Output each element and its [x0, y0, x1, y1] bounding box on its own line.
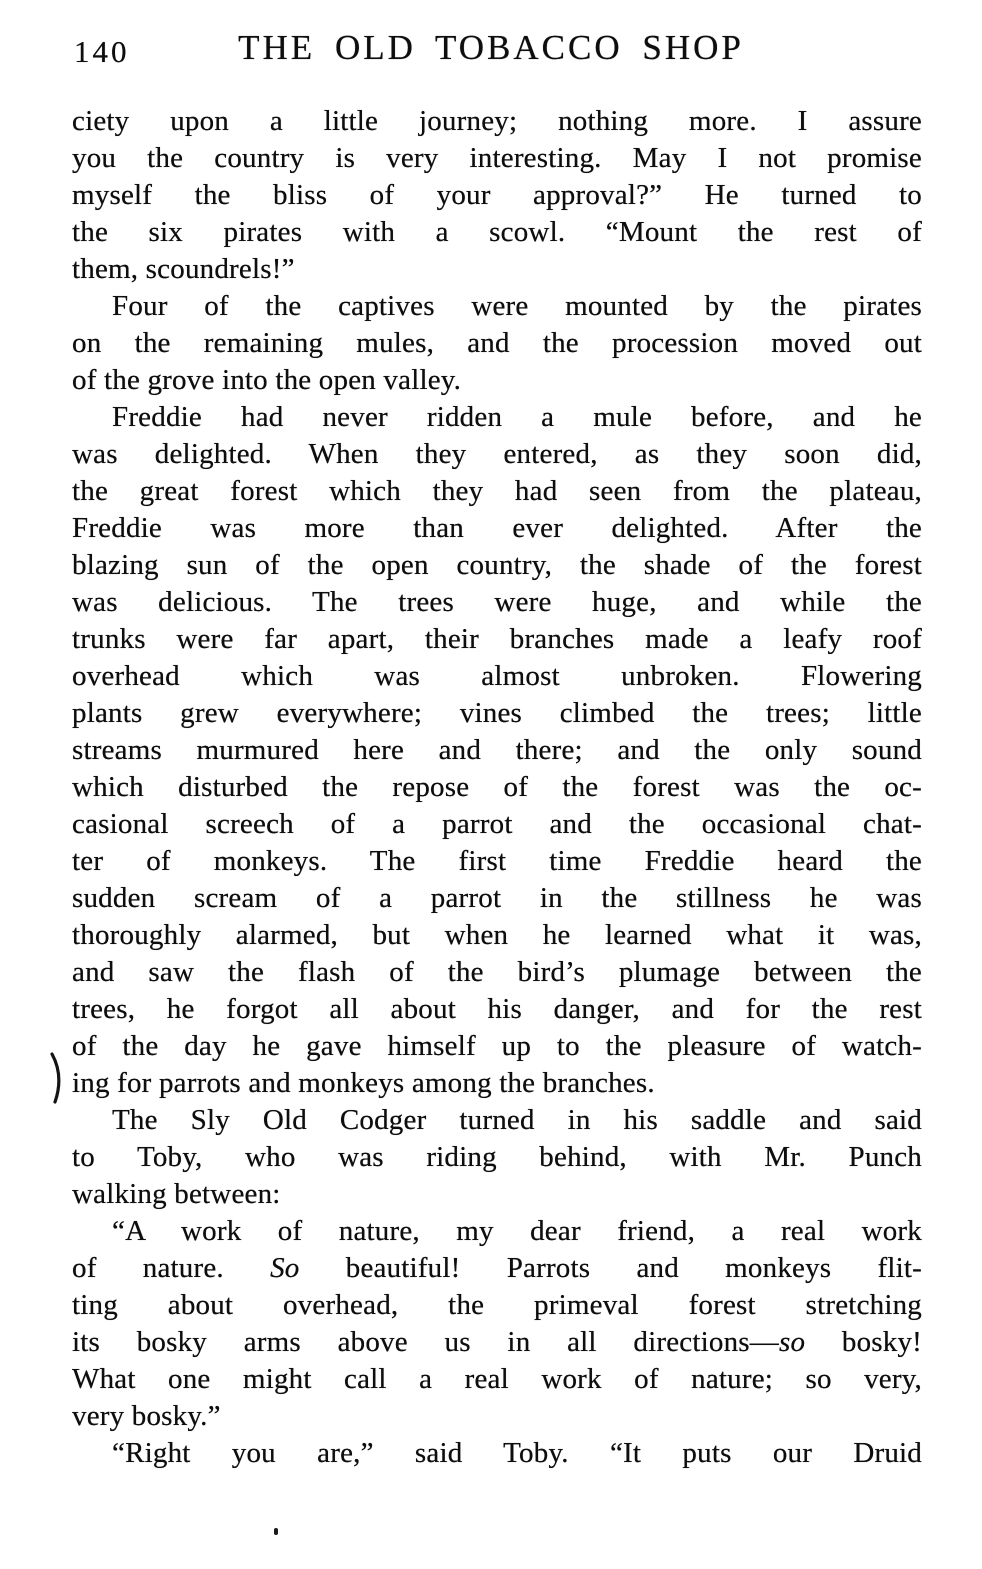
text-line: very bosky.” — [72, 1400, 221, 1432]
text-line: you the country is very interesting. May I not promise — [72, 142, 922, 174]
text-line: and saw the flash of the bird’s plumage between the — [72, 956, 922, 988]
text-line: trees, he forgot all about his danger, and for the rest — [72, 993, 922, 1025]
text-line: the great forest which they had seen from the plateau, — [72, 475, 922, 507]
text-line: plants grew everywhere; vines climbed the trees; little — [72, 697, 922, 729]
ink-speck — [274, 1528, 278, 1535]
text-line: overhead which was almost unbroken. Flowering — [72, 660, 922, 692]
text-line: was delicious. The trees were huge, and while the — [72, 586, 922, 618]
text-line: of the day he gave himself up to the pleasure of watch- — [72, 1030, 922, 1062]
page-number: 140 — [74, 34, 130, 69]
paragraph — [72, 1102, 922, 1213]
text-line: The Sly Old Codger turned in his saddle and said — [112, 1104, 922, 1136]
text-line: ter of monkeys. The first time Freddie heard the — [72, 845, 922, 877]
text-line: Freddie was more than ever delighted. After the — [72, 512, 922, 544]
text-line: “A work of nature, my dear friend, a real work — [112, 1215, 922, 1247]
text-line: Freddie had never ridden a mule before, and he — [112, 401, 922, 433]
text-line: to Toby, who was riding behind, with Mr. Punch — [72, 1141, 922, 1173]
paragraph — [72, 399, 922, 1102]
text-line: casional screech of a parrot and the occasional chat- — [72, 808, 922, 840]
paragraph — [72, 288, 922, 399]
text-line: was delighted. When they entered, as they soon did, — [72, 438, 922, 470]
running-title: THE OLD TOBACCO SHOP — [238, 28, 744, 67]
text-line: “Right you are,” said Toby. “It puts our Druid — [112, 1437, 922, 1469]
text-line: ciety upon a little journey; nothing more. I assure — [72, 105, 922, 137]
text-line: trunks were far apart, their branches made a leafy roof — [72, 623, 922, 655]
text-line: on the remaining mules, and the procession moved out — [72, 327, 922, 359]
text-line: them, scoundrels!” — [72, 253, 295, 285]
margin-stroke-mark — [48, 1052, 66, 1104]
text-line: the six pirates with a scowl. “Mount the rest of — [72, 216, 922, 248]
text-line: blazing sun of the open country, the shade of the forest — [72, 549, 922, 581]
text-line: sudden scream of a parrot in the stillness he was — [72, 882, 922, 914]
text-line: What one might call a real work of nature; so very, — [72, 1363, 922, 1395]
text-line: which disturbed the repose of the forest was the oc- — [72, 771, 922, 803]
text-line: myself the bliss of your approval?” He turned to — [72, 179, 922, 211]
text-line: walking between: — [72, 1178, 281, 1210]
text-body — [72, 103, 922, 1472]
text-line: Four of the captives were mounted by the pirates — [112, 290, 922, 322]
text-line: its bosky arms above us in all directions—so bosky! — [72, 1326, 922, 1358]
paragraph — [72, 1435, 922, 1472]
paragraph — [72, 1213, 922, 1435]
page-header — [0, 26, 982, 72]
text-line: streams murmured here and there; and the only sound — [72, 734, 922, 766]
text-line: of nature. So beautiful! Parrots and monkeys flit- — [72, 1252, 922, 1284]
text-line: ing for parrots and monkeys among the branches. — [72, 1067, 655, 1099]
text-line: of the grove into the open valley. — [72, 364, 462, 396]
text-line: ting about overhead, the primeval forest stretching — [72, 1289, 922, 1321]
paragraph — [72, 103, 922, 288]
text-line: thoroughly alarmed, but when he learned what it was, — [72, 919, 922, 951]
